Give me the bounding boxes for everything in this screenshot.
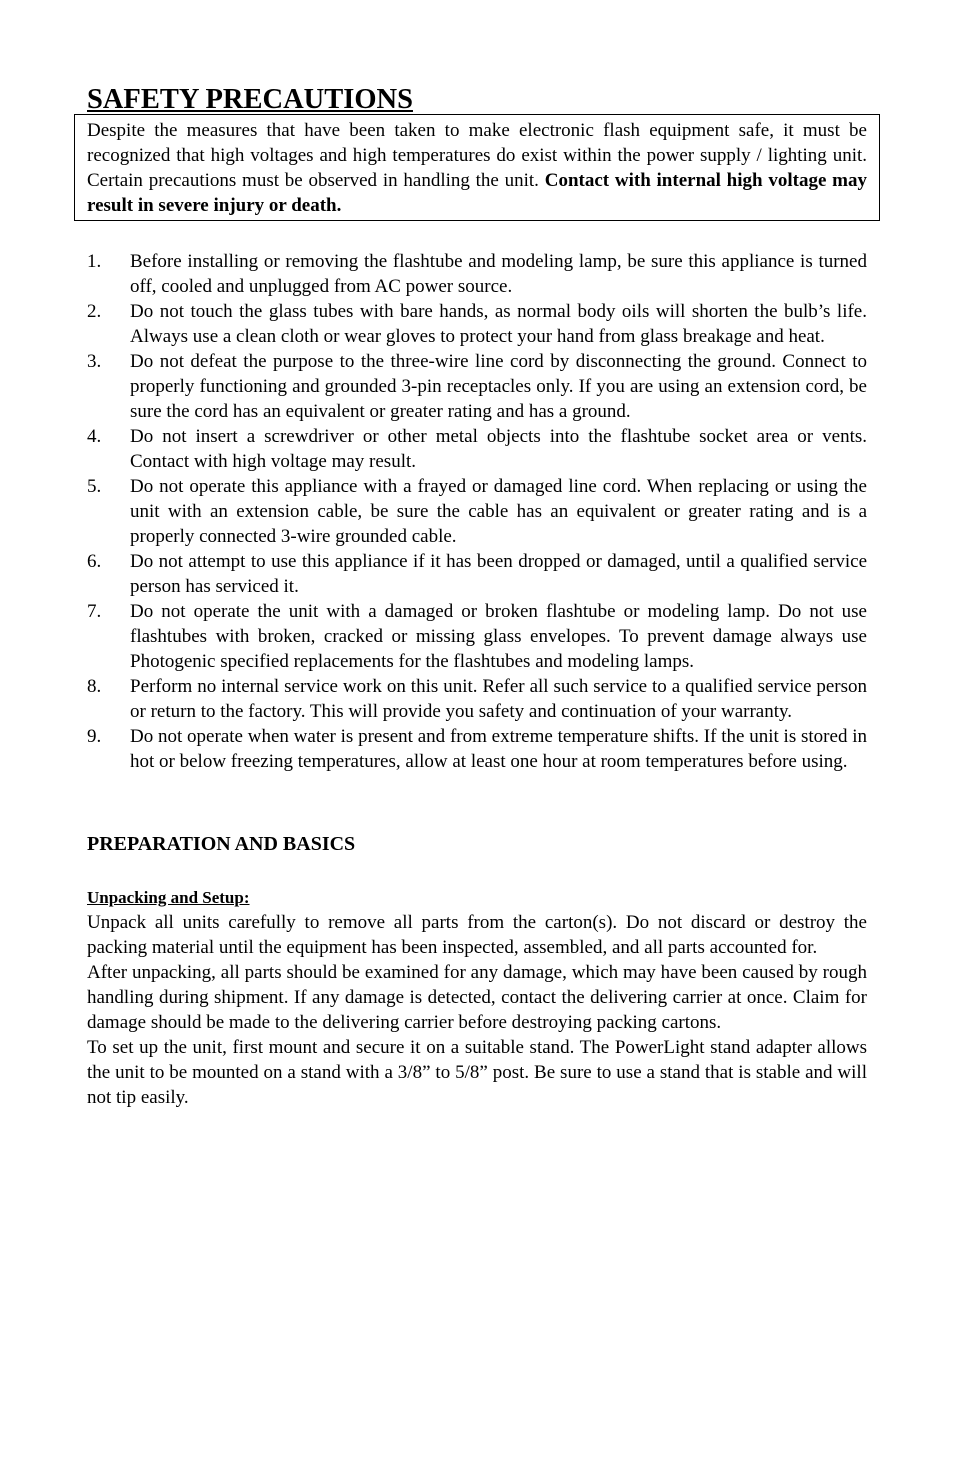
item-text: Do not insert a screwdriver or other metal objects into the flashtube socket area or vents. Contact with high voltage may result. (130, 426, 867, 472)
list-item (87, 599, 867, 674)
safety-heading: SAFETY PRECAUTIONS (87, 84, 413, 115)
item-number: 7. (87, 601, 102, 622)
inspection-paragraph: After unpacking, all parts should be examined for any damage, which may have been caused by rough handling during shipment. If any damage is detected, contact the delivering carrier at once. Claim for damage should be made to the delivering carrier before destroying packing cartons. (87, 962, 867, 1033)
list-item (87, 249, 867, 299)
item-number: 2. (87, 301, 102, 322)
unpacking-subheading: Unpacking and Setup: (87, 888, 250, 907)
item-text: Do not defeat the purpose to the three-wire line cord by disconnecting the ground. Connect to properly functioning and grounded 3-pin receptacles only. If you are using an extension cord, be sure the cord has an equivalent or greater rating and has a ground. (130, 351, 867, 422)
item-number: 1. (87, 251, 102, 272)
safety-list (87, 249, 867, 774)
setup-paragraph: To set up the unit, first mount and secure it on a suitable stand. The PowerLight stand adapter allows the unit to be mounted on a stand with a 3/8” to 5/8” post. Be sure to use a stand that is stable and will not tip easily. (87, 1037, 867, 1108)
list-item (87, 724, 867, 774)
list-item (87, 424, 867, 474)
list-item (87, 549, 867, 599)
unpack-paragraph: Unpack all units carefully to remove all parts from the carton(s). Do not discard or destroy the packing material until the equipment has been inspected, assembled, and all parts accounted for. (87, 912, 867, 958)
item-text: Perform no internal service work on this unit. Refer all such service to a qualified service person or return to the factory. This will provide you safety and continuation of your warranty. (130, 676, 867, 722)
preparation-heading: PREPARATION AND BASICS (87, 833, 356, 855)
item-text: Before installing or removing the flashtube and modeling lamp, be sure this appliance is turned off, cooled and unplugged from AC power source. (130, 251, 867, 297)
item-number: 6. (87, 551, 102, 572)
item-number: 9. (87, 726, 102, 747)
safety-warning-box (74, 114, 880, 221)
list-item (87, 474, 867, 549)
item-number: 4. (87, 426, 102, 447)
item-number: 8. (87, 676, 102, 697)
list-item (87, 349, 867, 424)
item-text: Do not operate when water is present and from extreme temperature shifts. If the unit is stored in hot or below freezing temperatures, allow at least one hour at room temperatures before using. (130, 726, 867, 772)
item-text: Do not operate the unit with a damaged or broken flashtube or modeling lamp. Do not use flashtubes with broken, cracked or missing glass envelopes. To prevent damage always use Photogenic specified replacements for the flashtubes and modeling lamps. (130, 601, 867, 672)
warning-box-text: Despite the measures that have been taken to make electronic flash equipment safe, it must be recognized that high voltages and high temperatures do exist within the power supply / lighting unit. Certain precautions must be observed in handling the unit. (87, 120, 867, 191)
page-content (87, 84, 868, 1110)
list-item (87, 674, 867, 724)
item-text: Do not attempt to use this appliance if it has been dropped or damaged, until a qualified service person has serviced it. (130, 551, 867, 597)
list-item (87, 299, 867, 349)
item-text: Do not operate this appliance with a frayed or damaged line cord. When replacing or using the unit with an extension cable, be sure the cable has an equivalent or greater rating and is a properly connected 3-wire grounded cable. (130, 476, 867, 547)
item-number: 5. (87, 476, 102, 497)
item-number: 3. (87, 351, 102, 372)
warning-box-emphasis: Contact with internal high voltage may result in severe injury or death. (87, 170, 868, 216)
item-text: Do not touch the glass tubes with bare hands, as normal body oils will shorten the bulb’s life. Always use a clean cloth or wear gloves to protect your hand from glass breakage and heat. (130, 301, 867, 347)
